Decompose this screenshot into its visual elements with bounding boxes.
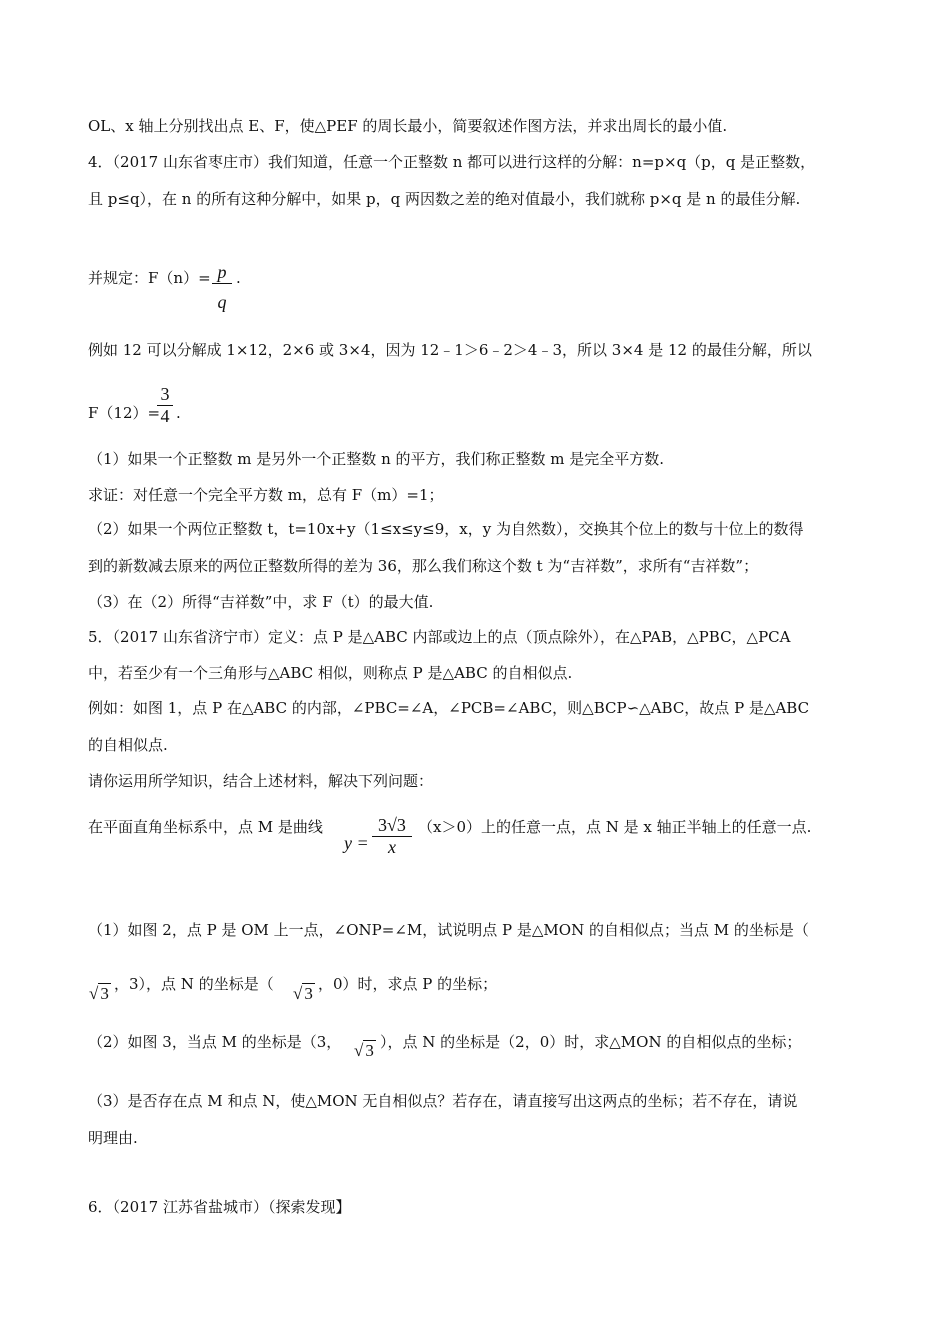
radical-sign: √ — [89, 984, 99, 1003]
text-line: 5．（2017 山东省济宁市）定义：点 P 是△ABC 内部或边上的点（顶点除外），在△PAB，△PBC，△PCA — [88, 628, 791, 646]
text-line: 并规定：F（n）= — [88, 269, 211, 287]
text-line: F（12）= — [88, 404, 161, 422]
radical-sign: √ — [354, 1041, 364, 1060]
text-line: （1）如图 2，点 P 是 OM 上一点，∠ONP=∠M，试说明点 P 是△MON 的自相似点；当点 M 的坐标是（ — [88, 921, 809, 939]
text-line: 求证：对任意一个完全平方数 m，总有 F（m）=1； — [88, 486, 444, 504]
fraction-p-over-q — [212, 262, 232, 313]
text-line: 例如：如图 1，点 P 在△ABC 的内部，∠PBC=∠A，∠PCB=∠ABC，则△BCP∽△ABC，故点 P 是△ABC — [88, 699, 810, 717]
text-line: ），点 N 的坐标是（2，0）时，求△MON 的自相似点的坐标； — [380, 1033, 802, 1051]
text-line: 中，若至少有一个三角形与△ABC 相似，则称点 P 是△ABC 的自相似点. — [88, 664, 573, 682]
denominator: x — [388, 837, 396, 857]
fraction-bar — [212, 283, 232, 284]
text-line: . — [236, 269, 241, 287]
sqrt-three — [354, 1041, 376, 1061]
radical-sign: √ — [293, 984, 303, 1003]
text-line: ，3），点 N 的坐标是（ — [114, 975, 274, 993]
text-line: ，0）时，求点 P 的坐标； — [318, 975, 498, 993]
denominator: 4 — [160, 406, 170, 426]
sqrt-three — [293, 984, 315, 1004]
text-line: （x＞0）上的任意一点，点 N 是 x 轴正半轴上的任意一点. — [418, 818, 812, 836]
text-line: （1）如果一个正整数 m 是另外一个正整数 n 的平方，我们称正整数 m 是完全平方数. — [88, 450, 665, 468]
text-line: （3）在（2）所得“吉祥数”中，求 F（t）的最大值. — [88, 593, 434, 611]
equation-fraction — [372, 815, 412, 858]
text-line: 且 p≤q），在 n 的所有这种分解中，如果 p，q 两因数之差的绝对值最小，我们就称 p×q 是 n 的最佳分解. — [88, 190, 801, 208]
denominator: q — [217, 292, 227, 312]
text-line: （2）如图 3，当点 M 的坐标是（3， — [88, 1033, 342, 1051]
text-line: 4．（2017 山东省枣庄市）我们知道，任意一个正整数 n 都可以进行这样的分解：n=p×q（p，q 是正整数， — [88, 153, 816, 171]
text-line: （2）如果一个两位正整数 t，t=10x+y（1≤x≤y≤9，x，y 为自然数），交换其个位上的数与十位上的数得 — [88, 520, 804, 538]
text-line: 的自相似点. — [88, 736, 168, 754]
text-line: 请你运用所学知识，结合上述材料，解决下列问题： — [88, 772, 434, 790]
radicand: 3 — [365, 1041, 374, 1060]
sqrt-three — [89, 984, 111, 1004]
text-line: 在平面直角坐标系中，点 M 是曲线 — [88, 818, 323, 836]
numerator: 3√3 — [378, 815, 406, 835]
radicand: 3 — [100, 984, 109, 1003]
text-line: （3）是否存在点 M 和点 N，使△MON 无自相似点？若存在，请直接写出这两点的坐标；若不存在，请说 — [88, 1092, 798, 1110]
text-line: OL、x 轴上分别找出点 E、F，使△PEF 的周长最小，简要叙述作图方法，并求出周长的最小值. — [88, 117, 728, 135]
numerator: 3 — [160, 384, 170, 404]
y-equals: y = — [344, 833, 369, 853]
radicand: 3 — [304, 984, 313, 1003]
text-line: 例如 12 可以分解成 1×12，2×6 或 3×4，因为 12﹣1＞6﹣2＞4﹣3，所以 3×4 是 12 的最佳分解，所以 — [88, 341, 812, 359]
numerator: p — [217, 262, 227, 282]
text-line: 到的新数减去原来的两位正整数所得的差为 36，那么我们称这个数 t 为“吉祥数”，求所有“吉祥数”； — [88, 557, 759, 575]
text-line: 明理由. — [88, 1129, 138, 1147]
text-line: . — [176, 404, 181, 422]
text-line: 6．（2017 江苏省盐城市）（探索发现】 — [88, 1198, 351, 1216]
fraction-three-fourths — [157, 384, 173, 427]
